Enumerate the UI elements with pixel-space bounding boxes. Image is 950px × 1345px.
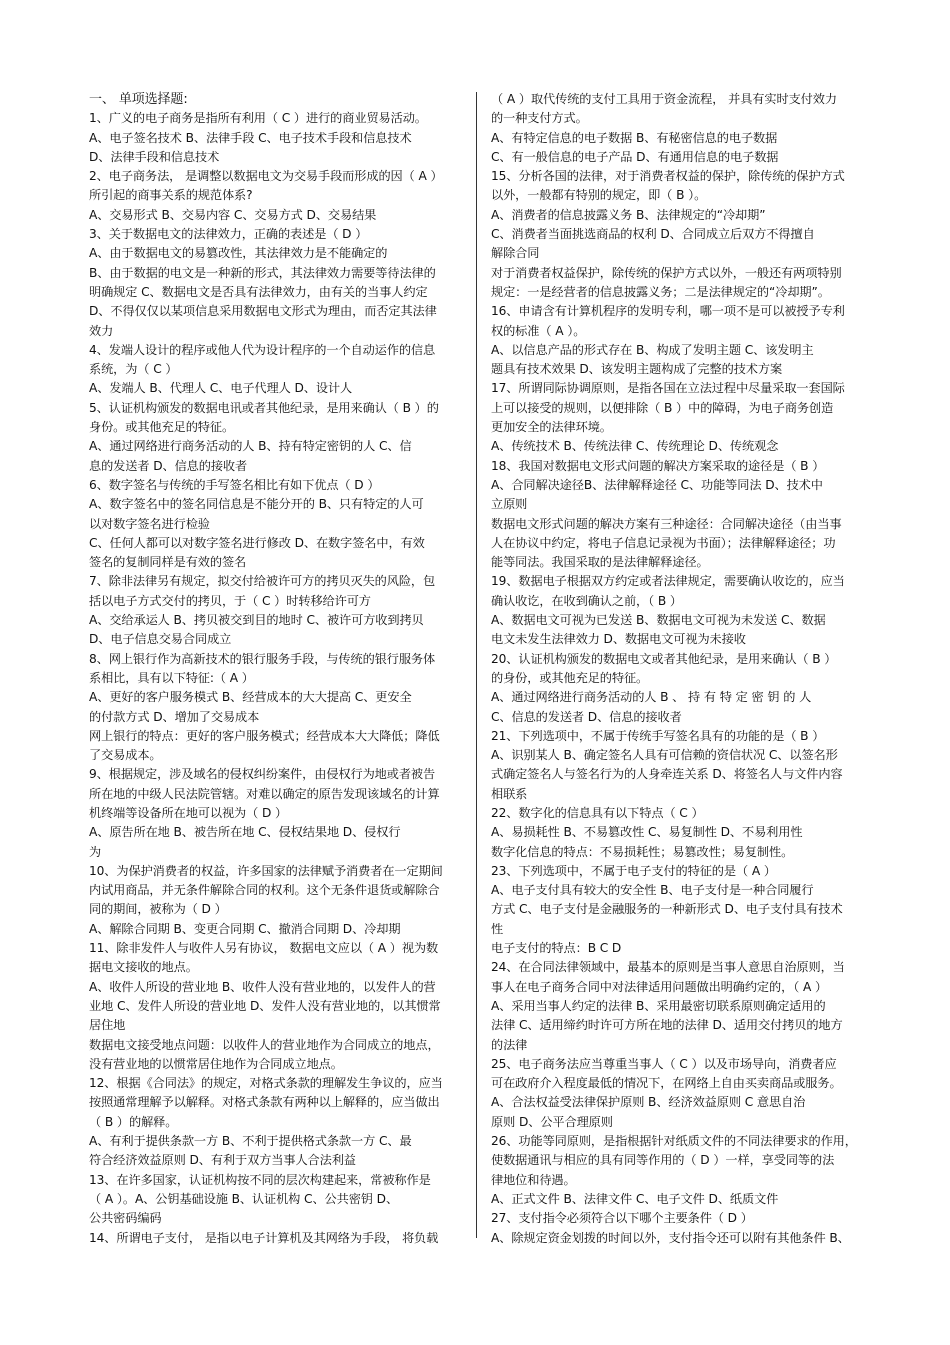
text-line: 以外，一般都有特别的规定，即（ B ）。 — [491, 188, 707, 203]
text-line: 效力 — [89, 323, 114, 338]
text-line: 电文未发生法律效力 D、数据电文可视为未接收 — [491, 632, 746, 647]
text-line: 原则 D、公平合理原则 — [491, 1114, 613, 1129]
text-line: 数据电文形式问题的解决方案有三种途径：合同解决途径（由当事 — [491, 516, 842, 531]
text-line: 18、我国对数据电文形式问题的解决方案采取的途径是（ B ） — [491, 458, 825, 473]
text-line: 24、在合同法律领域中，最基本的原则是当事人意思自治原则，当 — [491, 960, 845, 975]
text-line: 业地 C、发件人所设的营业地 D、发件人没有营业地的，以其惯常 — [89, 998, 441, 1013]
text-line: A、通过网络进行商务活动的人 B、持有特定密钥的人 C、信 — [89, 439, 412, 454]
text-line: 身份。或其他充足的特征。 — [89, 420, 235, 435]
text-line: 式确定签名人与签名行为的人身牵连关系 D、将签名人与文件内容 — [491, 767, 843, 782]
text-line: 12、根据《合同法》的规定，对格式条款的理解发生争议的，应当 — [89, 1076, 443, 1091]
text-line: 更加安全的法律环境。 — [491, 420, 612, 435]
text-line: D、电子信息交易合同成立 — [89, 632, 232, 647]
text-line: 题具有技术效果 D、该发明主题构成了完整的技术方案 — [491, 362, 783, 377]
text-line: C、消费者当面挑选商品的权利 D、合同成立后双方不得擅自 — [491, 227, 815, 242]
text-line: 确认收讫，在收到确认之前，（ B ） — [491, 593, 683, 608]
text-line: A、有利于提供条款一方 B、不利于提供格式条款一方 C、最 — [89, 1134, 412, 1149]
text-line: 21、下列选项中，不属于传统手写签名具有的功能的是（ B ） — [491, 728, 825, 743]
text-line: 17、所谓同际协调原则，是指各国在立法过程中尽量采取一套国际 — [491, 381, 845, 396]
text-line: A、合同解决途径B、法律解释途径 C、功能等同法 D、技术中 — [491, 477, 823, 492]
text-line: 按照通常理解予以解释。对格式条款有两种以上解释的，应当做出 — [89, 1095, 440, 1110]
text-line: A、易损耗性 B、不易篡改性 C、易复制性 D、不易利用性 — [491, 825, 803, 840]
text-line: A、电子签名技术 B、法律手段 C、电子技术手段和信息技术 — [89, 130, 412, 145]
text-line: 9、根据规定，涉及域名的侵权纠纷案件，由侵权行为地或者被告 — [89, 767, 436, 782]
text-line: 20、认证机构颁发的数据电文或者其他纪录，是用来确认（ B ） — [491, 651, 837, 666]
text-line: （ B ）的解释。 — [89, 1114, 178, 1129]
text-line: A、采用当事人约定的法律 B、采用最密切联系原则确定适用的 — [491, 998, 826, 1013]
text-line: 能等同法。我国采取的是法律解释途径。 — [491, 555, 709, 570]
text-line: 以对数字签名进行检验 — [89, 516, 210, 531]
column-divider — [476, 92, 477, 1238]
text-line: 系相比，具有以下特征:（ A ） — [89, 670, 254, 685]
text-line: 13、在许多国家，认证机构按不同的层次构建起来，常被称作是 — [89, 1172, 431, 1187]
text-line: 法律 C、适用缔约时许可方所在地的法律 D、适用交付拷贝的地方 — [491, 1018, 843, 1033]
text-line: 律地位和待遇。 — [491, 1172, 576, 1187]
text-line: A、消费者的信息披露义务 B、法律规定的“冷却期” — [491, 207, 766, 222]
text-line: 据电文接收的地点。 — [89, 960, 198, 975]
text-line: 数据电文接受地点问题：以收件人的营业地作为合同成立的地点， — [89, 1037, 440, 1052]
text-line: 内试用商品，并无条件解除合同的权利。这个无条件退货或解除合 — [89, 883, 440, 898]
text-line: 可在政府介入程度最低的情况下，在网络上自由买卖商品或服务。 — [491, 1076, 842, 1091]
text-line: 人在协议中约定，将电子信息记录视为书面）；法律解释途径；功 — [491, 535, 836, 550]
text-line: 为 — [89, 844, 102, 859]
text-line: D、法律手段和信息技术 — [89, 149, 220, 164]
text-line: 居住地 — [89, 1018, 126, 1033]
text-line: C、有一般信息的电子产品 D、有通用信息的电子数据 — [491, 149, 779, 164]
text-line: 的法律 — [491, 1037, 528, 1052]
text-line: 上可以接受的规则，以便排除（ B ）中的障碍，为电子商务创造 — [491, 400, 834, 415]
text-line: A、数字签名中的签名同信息是不能分开的 B、只有特定的人可 — [89, 497, 424, 512]
text-line: 2、电子商务法， 是调整以数据电文为交易手段而形成的因（ A ） — [89, 169, 443, 184]
text-line: A、收件人所设的营业地 B、收件人没有营业地的，以发件人的营 — [89, 979, 436, 994]
text-line: 6、数字签名与传统的手写签名相比有如下优点（ D ） — [89, 477, 380, 492]
text-line: 16、申请含有计算机程序的发明专利，哪一项不是可以被授予专利 — [491, 304, 845, 319]
text-line: 事人在电子商务合同中对法律适用问题做出明确约定的，（ A ） — [491, 979, 828, 994]
text-line: C、任何人都可以对数字签名进行修改 D、在数字签名中，有效 — [89, 535, 425, 550]
text-line: 明确规定 C、数据电文是否具有法律效力，由有关的当事人约定 — [89, 284, 428, 299]
text-line: A、电子支付具有较大的安全性 B、电子支付是一种合同履行 — [491, 883, 814, 898]
text-line: 对于消费者权益保护，除传统的保护方式以外，一般还有两项特别 — [491, 265, 842, 280]
text-line: 息的发送者 D、信息的接收者 — [89, 458, 248, 473]
text-line: 方式 C、电子支付是金融服务的一种新形式 D、电子支付具有技术 — [491, 902, 843, 917]
text-line: 解除合同 — [491, 246, 540, 261]
text-line: 立原则 — [491, 497, 528, 512]
text-line: （ A ）。A、公钥基础设施 B、认证机构 C、公共密钥 D、 — [89, 1191, 399, 1206]
text-line: A、通过网络进行商务活动的人 B 、 持 有 特 定 密 钥 的 人 — [491, 690, 812, 705]
text-line: A、除规定资金划拨的时间以外，支付指令还可以附有其他条件 B、 — [491, 1230, 850, 1245]
text-line: 电子支付的特点：B C D — [491, 941, 622, 956]
text-line: 26、功能等同原则，是指根据针对纸质文件的不同法律要求的作用， — [491, 1134, 857, 1149]
text-line: （ A ）取代传统的支付工具用于资金流程， 并具有实时支付效力 — [491, 92, 837, 106]
text-line: A、发端人 B、代理人 C、电子代理人 D、设计人 — [89, 381, 353, 396]
text-line: 网上银行的特点：更好的客户服务模式；经营成本大大降低；降低 — [89, 728, 440, 743]
text-line: 系统，为（ C ） — [89, 362, 178, 377]
text-line: 3、关于数据电文的法律效力，正确的表述是（ D ） — [89, 227, 368, 242]
text-line: 性 — [491, 921, 504, 936]
text-line: C、信息的发送者 D、信息的接收者 — [491, 709, 682, 724]
text-line: 27、支付指令必须符合以下哪个主要条件（ D ） — [491, 1211, 753, 1226]
text-line: 的付款方式 D、增加了交易成本 — [89, 709, 260, 724]
text-line: 1、广义的电子商务是指所有利用（ C ）进行的商业贸易活动。 — [89, 111, 427, 126]
text-line: 23、下列选项中，不属于电子支付的特征的是（ A ） — [491, 863, 776, 878]
text-line: 同的期间，被称为（ D ） — [89, 902, 227, 917]
text-line: 7、除非法律另有规定，拟交付给被许可方的拷贝灭失的风险，包 — [89, 574, 436, 589]
text-line: 8、网上银行作为高新技术的银行服务手段，与传统的银行服务体 — [89, 651, 436, 666]
text-line: 19、数据电子根据双方约定或者法律规定，需要确认收讫的，应当 — [491, 574, 845, 589]
text-line: 权的标准（ A ）。 — [491, 323, 586, 338]
text-line: 所在地的中级人民法院管辖。对难以确定的原告发现该域名的计算 — [89, 786, 440, 801]
text-line: 的身份，或其他充足的特征。 — [491, 670, 649, 685]
text-line: A、正式文件 B、法律文件 C、电子文件 D、纸质文件 — [491, 1191, 779, 1206]
text-line: D、不得仅仅以某项信息采用数据电文形式为理由，而否定其法律 — [89, 304, 437, 319]
text-line: 11、除非发件人与收件人另有协议， 数据电文应以（ A ）视为数 — [89, 941, 439, 956]
text-line: 所引起的商事关系的规范体系? — [89, 188, 253, 203]
text-line: A、识别某人 B、确定签名人具有可信赖的资信状况 C、以签名形 — [491, 748, 838, 763]
text-line: A、原告所在地 B、被告所在地 C、侵权结果地 D、侵权行 — [89, 825, 401, 840]
text-line: 符合经济效益原则 D、有利于双方当事人合法利益 — [89, 1153, 356, 1168]
text-line: A、解除合同期 B、变更合同期 C、撤消合同期 D、冷却期 — [89, 921, 401, 936]
text-line: 15、分析各国的法律，对于消费者权益的保护，除传统的保护方式 — [491, 169, 845, 184]
text-line: A、更好的客户服务模式 B、经营成本的大大提高 C、更安全 — [89, 690, 412, 705]
left-column — [89, 90, 461, 1248]
text-line: A、交给承运人 B、拷贝被交到目的地时 C、被许可方收到拷贝 — [89, 613, 424, 628]
section-heading: 一、 单项选择题: — [89, 92, 188, 107]
text-line: 数字化信息的特点：不易损耗性；易篡改性；易复制性。 — [491, 844, 794, 859]
right-column — [491, 90, 863, 1248]
text-line: A、以信息产品的形式存在 B、构成了发明主题 C、该发明主 — [491, 342, 814, 357]
text-line: 没有营业地的以惯常居住地作为合同成立地点。 — [89, 1056, 343, 1071]
text-line: 4、发端人设计的程序或他人代为设计程序的一个自动运作的信息 — [89, 342, 436, 357]
text-line: 5、认证机构颁发的数据电讯或者其他纪录，是用来确认（ B ）的 — [89, 400, 439, 415]
text-line: 相联系 — [491, 786, 528, 801]
text-line: 规定：一是经营者的信息披露义务；二是法律规定的“冷却期”。 — [491, 284, 830, 299]
text-line: A、交易形式 B、交易内容 C、交易方式 D、交易结果 — [89, 207, 377, 222]
text-line: 机终端等设备所在地可以视为（ D ） — [89, 805, 288, 820]
text-line: 公共密码编码 — [89, 1211, 162, 1226]
text-line: 括以电子方式交付的拷贝，于（ C ）时转移给许可方 — [89, 593, 371, 608]
text-line: A、合法权益受法律保护原则 B、经济效益原则 C 意思自治 — [491, 1095, 806, 1110]
text-line: A、由于数据电文的易篡改性，其法律效力是不能确定的 — [89, 246, 388, 261]
text-line: 14、所谓电子支付， 是指以电子计算机及其网络为手段， 将负载 — [89, 1230, 439, 1245]
text-line: 签名的复制同样是有效的签名 — [89, 555, 247, 570]
text-line: 的一种支付方式。 — [491, 111, 588, 126]
text-line: 10、为保护消费者的权益，许多国家的法律赋予消费者在一定期间 — [89, 863, 443, 878]
text-line: 使数据通讯与相应的具有同等作用的（ D ）一样，享受同等的法 — [491, 1153, 835, 1168]
text-line: 25、电子商务法应当尊重当事人（ C ）以及市场导向，消费者应 — [491, 1056, 837, 1071]
text-line: A、传统技术 B、传统法律 C、传统理论 D、传统观念 — [491, 439, 779, 454]
text-line: A、数据电文可视为已发送 B、数据电文可视为未发送 C、数据 — [491, 613, 826, 628]
text-line: 22、数字化的信息具有以下特点（ C ） — [491, 805, 704, 820]
text-line: 了交易成本。 — [89, 748, 162, 763]
text-line: B、由于数据的电文是一种新的形式，其法律效力需要等待法律的 — [89, 265, 436, 280]
text-line: A、有特定信息的电子数据 B、有秘密信息的电子数据 — [491, 130, 778, 145]
